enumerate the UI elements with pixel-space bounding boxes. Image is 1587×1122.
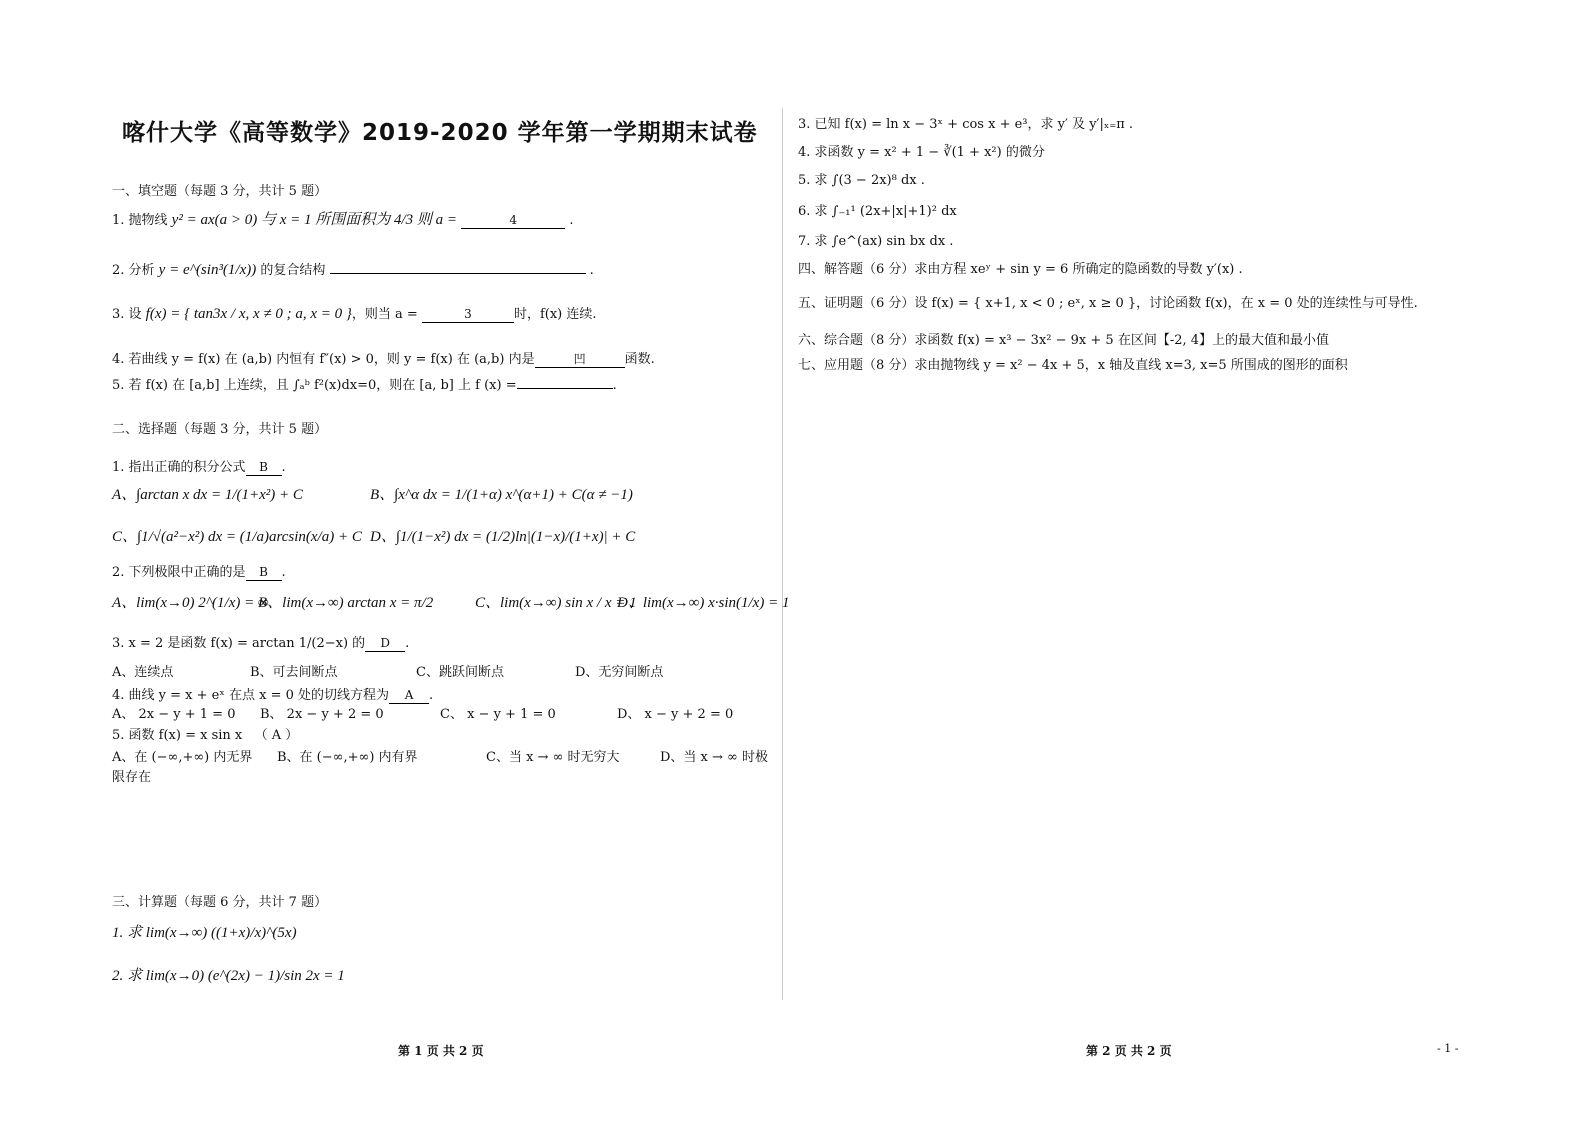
q-text: 3. x = 2 是函数 f(x) = arctan 1/(2−x) 的 (112, 636, 366, 651)
choice-q5-stem (112, 728, 298, 744)
page-number: - 1 - (1437, 1042, 1459, 1055)
section-4-question: 四、解答题（6 分）求由方程 xeʸ + sin y = 6 所确定的隐函数的导数 y′(x) . (798, 262, 1243, 277)
answer-blank: 凹 (535, 351, 625, 368)
q-text: 5. 函数 f(x) = x sin x (112, 728, 243, 743)
fill-q1 (112, 212, 573, 229)
option-c: C、lim(x→∞) sin x / x = 1 (475, 595, 637, 611)
option-c: C、 x − y + 1 = 0 (440, 707, 556, 722)
q-suffix: . (281, 460, 286, 475)
footer-page-left: 第 1 页 共 2 页 (398, 1044, 484, 1058)
calc-q4: 4. 求函数 y = x² + 1 − ∛(1 + x²) 的微分 (798, 145, 1045, 160)
option-a: A、lim(x→0) 2^(1/x) = ∞ (112, 595, 269, 611)
section-7-question: 七、应用题（8 分）求由抛物线 y = x² − 4x + 5，x 轴及直线 x=3, x=5 所围成的图形的面积 (798, 358, 1348, 373)
answer-blank: 3 (422, 306, 514, 323)
q-suffix: . (585, 263, 594, 278)
q-suffix: . (565, 213, 574, 228)
q-text: 4. 若曲线 y = f(x) 在 (a,b) 内恒有 f″(x) > 0，则 y = f(x) 在 (a,b) 内是 (112, 352, 535, 367)
q-prefix: 1. 抛物线 (112, 213, 172, 228)
section-2-heading: 二、选择题（每题 3 分，共计 5 题） (112, 422, 328, 437)
fill-q3 (112, 306, 597, 323)
option-d: D、 x − y + 2 = 0 (617, 707, 734, 722)
option-b: B、在 (−∞,+∞) 内有界 (277, 750, 418, 765)
option-d: D、lim(x→∞) x·sin(1/x) = 1 (617, 595, 790, 611)
q-math: y = e^(sin³(1/x)) (158, 262, 257, 278)
section-1-heading: 一、填空题（每题 3 分，共计 5 题） (112, 184, 328, 199)
column-divider (782, 108, 783, 1000)
exam-title: 喀什大学《高等数学》2019-2020 学年第一学期期末试卷 (122, 120, 758, 146)
q-mid: ，则当 a = (351, 307, 422, 322)
q-suffix: 函数. (624, 352, 655, 367)
option-c: C、∫1/√(a²−x²) dx = (1/a)arcsin(x/a) + C (112, 529, 362, 545)
footer-page-right: 第 2 页 共 2 页 (1086, 1044, 1172, 1058)
answer-blank: 4 (461, 212, 565, 229)
choice-q4-stem (112, 687, 433, 704)
section-3-heading: 三、计算题（每题 6 分，共计 7 题） (112, 895, 328, 910)
q-text: 2. 下列极限中正确的是 (112, 565, 246, 580)
q-mid: 的复合结构 (256, 263, 330, 278)
answer: （ A ） (254, 728, 299, 743)
answer-blank (517, 388, 613, 389)
option-d: D、∫1/(1−x²) dx = (1/2)ln|(1−x)/(1+x)| + C (370, 529, 636, 545)
calc-q2: 2. 求 lim(x→0) (e^(2x) − 1)/sin 2x = 1 (112, 968, 345, 984)
q-math: f(x) = { tan3x / x, x ≠ 0 ; a, x = 0 } (145, 306, 352, 322)
q-text: 4. 曲线 y = x + eˣ 在点 x = 0 处的切线方程为 (112, 688, 390, 703)
option-a: A、 2x − y + 1 = 0 (112, 707, 236, 722)
choice-q3-stem (112, 635, 409, 652)
option-c: C、跳跃间断点 (416, 665, 504, 680)
q-prefix: 2. 分析 (112, 263, 159, 278)
choice-q2-stem (112, 564, 286, 581)
answer-blank (330, 273, 586, 274)
section-6-question: 六、综合题（8 分）求函数 f(x) = x³ − 3x² − 9x + 5 在区间【-2, 4】上的最大值和最小值 (798, 333, 1330, 348)
q-suffix: . (405, 636, 410, 651)
choice-q1-stem (112, 459, 286, 476)
option-b: B、lim(x→∞) arctan x = π/2 (258, 595, 434, 611)
option-d: D、当 x → ∞ 时极 (660, 750, 769, 765)
answer-blank: D (365, 635, 405, 652)
q-text: 1. 指出正确的积分公式 (112, 460, 246, 475)
answer-blank: B (246, 564, 282, 581)
option-a: A、∫arctan x dx = 1/(1+x²) + C (112, 487, 303, 503)
q-suffix: . (612, 378, 617, 393)
calc-q1: 1. 求 lim(x→∞) ((1+x)/x)^(5x) (112, 925, 297, 941)
option-b: B、 2x − y + 2 = 0 (260, 707, 384, 722)
option-d: D、无穷间断点 (575, 665, 664, 680)
section-5-question: 五、证明题（6 分）设 f(x) = { x+1, x < 0 ; eˣ, x ≥ 0 }，讨论函数 f(x)，在 x = 0 处的连续性与可导性. (798, 296, 1418, 311)
q-prefix: 3. 设 (112, 307, 146, 322)
q-suffix: . (429, 688, 434, 703)
calc-q5: 5. 求 ∫(3 − 2x)⁸ dx . (798, 173, 925, 188)
option-c: C、当 x → ∞ 时无穷大 (486, 750, 620, 765)
option-a: A、在 (−∞,+∞) 内无界 (112, 750, 253, 765)
calc-q3: 3. 已知 f(x) = ln x − 3ˣ + cos x + e³，求 y′ 及 y′|ₓ₌π . (798, 117, 1134, 132)
option-b: B、∫x^α dx = 1/(1+α) x^(α+1) + C(α ≠ −1) (370, 487, 633, 503)
fill-q5 (112, 378, 617, 394)
calc-q7: 7. 求 ∫e^(ax) sin bx dx . (798, 234, 954, 249)
option-a: A、连续点 (112, 665, 174, 680)
option-d-continued: 限存在 (112, 770, 152, 785)
q-math: y² = ax(a > 0) 与 x = 1 所围面积为 4/3 则 a = (171, 212, 458, 228)
calc-q6: 6. 求 ∫₋₁¹ (2x+|x|+1)² dx (798, 204, 957, 219)
option-b: B、可去间断点 (250, 665, 338, 680)
q-text: 5. 若 f(x) 在 [a,b] 上连续，且 ∫ₐᵇ f²(x)dx=0，则在 [a, b] 上 f (x) = (112, 378, 517, 393)
answer-blank: A (389, 687, 429, 704)
fill-q2 (112, 262, 594, 279)
answer-blank: B (246, 459, 282, 476)
q-suffix: . (281, 565, 286, 580)
q-suffix: 时，f(x) 连续. (513, 307, 597, 322)
fill-q4 (112, 351, 655, 368)
